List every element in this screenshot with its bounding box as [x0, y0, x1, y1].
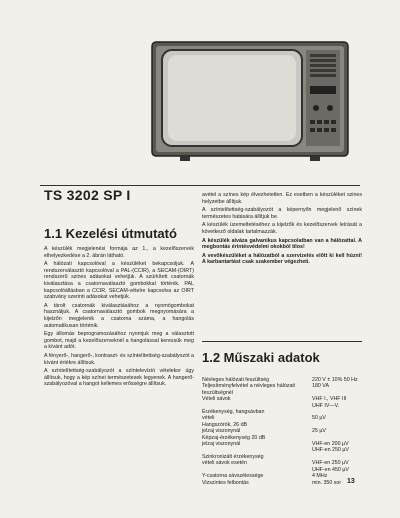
warning-paragraph: A vevőkészüléket a hálózatból a szervizelés előtt ki kell húzni! A karbantartást csak szakember végezheti.: [202, 252, 362, 266]
spec-value: 220 V ± 10% 50 Hz: [312, 377, 358, 383]
spec-label: Érzékenység, hangsávban: [202, 409, 265, 416]
spec-value: UHF IV—V.: [312, 402, 340, 409]
spec-label: Y-csatorna sávszélessége: [202, 473, 264, 480]
spec-row: [202, 383, 362, 396]
paragraph: A színtelítettség-szabályozót a színtelevízió vételekor úgy állítsuk, hogy a kép színei természetesek legyenek. A hangerő-szabályozóval a hangot kellemes erősségre állítsuk.: [44, 368, 194, 388]
spec-label: vételi: [202, 415, 215, 422]
specs-table: [202, 377, 362, 486]
usage-column-2: [202, 192, 362, 332]
section-heading-specs: 1.2 Műszaki adatok: [202, 350, 320, 365]
model-title: TS 3202 SP I: [44, 187, 131, 203]
spec-label: Szinkronizált érzékenység: [202, 453, 264, 460]
tv-set-photo: [150, 38, 350, 162]
spec-label: Hangszórók, 26 dB: [202, 421, 248, 428]
paragraph: A színtelítettség-szabályozót a képernyőn megjelenő színek természetes hatására állítjuk be.: [202, 207, 362, 220]
section-rule: [202, 341, 362, 342]
section-heading-usage: 1.1 Kezelési útmutató: [44, 226, 177, 241]
paragraph: A tárolt csatornák kiválasztásához a nyomógombokat használjuk. A csatornaválasztó gombok megnyomására a kijelzőn megjelenik a csatorna száma, a hangolás automatikusan történik.: [44, 302, 194, 329]
spec-value: VHF-en 250 µV: [312, 460, 349, 467]
paragraph: Egy állomás beprogramozásához nyomjuk meg a választott gombot, majd a kezelőszerveknél a hangolással keressük meg a kívánt adót.: [44, 331, 194, 351]
title-rule: [40, 185, 360, 186]
spec-value: 25 µV: [312, 428, 326, 435]
spec-label: Vizszintes felbontás: [202, 479, 249, 486]
paragraph: A hálózati kapcsolóval a készüléket bekapcsoljuk. A rendszerválasztó kapcsolóval a PAL-(CCIR), a SECAM-(OIRT) rendszerű szines adásokat vehetjük. A szürkített csatornák kiválasztása a csatornaválasztó gombokkal történik. PAL kapcsolóállásban a CCIR, SECAM-vételre kapcsolva az OIRT szabvány szerinti adásokat vehetjük.: [44, 261, 194, 301]
paragraph: A készülék megjelenési formája az 1., a kezelőszervek elhelyezkedése a 2. ábrán látható.: [44, 246, 194, 259]
spec-value: min. 350 sor: [312, 479, 342, 486]
spec-value: 50 µV: [312, 415, 326, 422]
spec-value: UHF-en 250 µV: [312, 447, 349, 454]
spec-label: vételi sávok esetén: [202, 460, 248, 467]
spec-value: 180 VA: [312, 383, 329, 390]
spec-label: Névleges hálózati feszültség: [202, 377, 270, 383]
spec-label: jelzaj viszonynál: [202, 441, 241, 448]
paragraph: avétel a színes kép élvezhetetlen. Ez esetben a készüléket szines helyzetbe állítjuk.: [202, 192, 362, 205]
spec-value: VHF I., VHF III: [312, 396, 347, 403]
usage-column-1: [44, 246, 194, 474]
spec-label: Vételi sávok: [202, 396, 231, 403]
page-number: 13: [347, 478, 355, 485]
spec-label: jelzaj viszonynál: [202, 428, 241, 435]
spec-label: Képzaj-érzékenység 20 dB: [202, 434, 266, 441]
spec-value: UHF-en 450 µV: [312, 466, 349, 473]
spec-value: VHF-en 200 µV: [312, 441, 349, 448]
warning-paragraph: A készülék alváza galvanikus kapcsolatban van a hálózattal. A megbontás érintésvédelmi okokból tilos!: [202, 237, 362, 251]
spec-label: Teljesítményfelvétel a névleges hálózati feszültségnél: [202, 383, 296, 396]
spec-value: 4 MHz: [312, 473, 328, 480]
spec-row: [202, 480, 362, 486]
paragraph: A fényerő-, hangerő-, kontraszt- és színtelítettség-szabályozót a kívánt értékre állítsuk.: [44, 352, 194, 366]
paragraph: A készülék üzemeltetéséhez a kijelzők és kezelőszervek leírását a következő oldalak tartalmazzák.: [202, 222, 362, 235]
